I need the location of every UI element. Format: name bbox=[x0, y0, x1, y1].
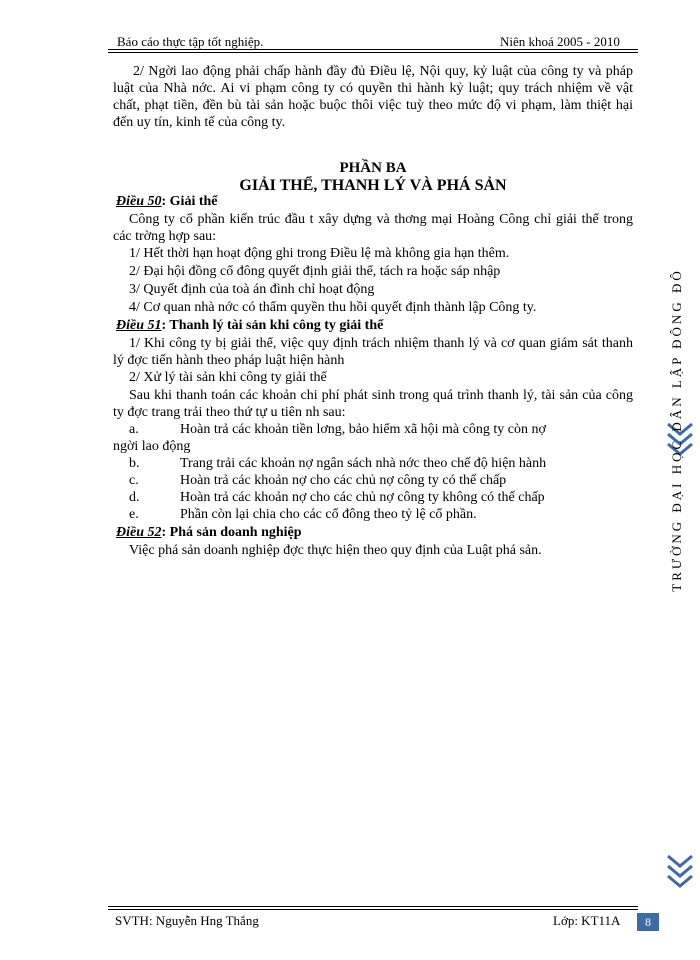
header-left: Báo cáo thực tập tốt nghiệp. bbox=[117, 34, 264, 49]
footer-student: SVTH: Nguyễn Hng Thắng bbox=[115, 913, 259, 928]
part-heading: PHẦN BA bbox=[339, 160, 407, 176]
footer-rule bbox=[108, 906, 638, 907]
list-item-a-cont: ngời lao động bbox=[113, 439, 191, 454]
intro-paragraph: 2/ Ngời lao động phải chấp hành đầy đủ Điều lệ, Nội quy, kỷ luật của công ty và pháp luật của Nhà nớc. Ai vi phạm công ty có quyền thi hành kỷ luật; quy trách nhiệm về vật chất, phạt tiền, đền bù tài sản hoặc buộc thôi việc tuỳ theo mức độ vi phạm, làm thiệt hại đến uy tín, kinh tế của công ty. bbox=[113, 64, 633, 130]
header-rule bbox=[108, 49, 638, 50]
article-50-item-4: 4/ Cơ quan nhà nớc có thẩm quyền thu hồi quyết định thành lập Công ty. bbox=[129, 300, 537, 315]
list-label-e: e. bbox=[129, 507, 139, 522]
article-51-number: Điều 51 bbox=[116, 318, 162, 333]
list-label-a: a. bbox=[129, 422, 139, 437]
article-50-title: : Giải thể bbox=[161, 194, 218, 209]
article-51-title: : Thanh lý tài sản khi công ty giải thể bbox=[161, 318, 384, 333]
sidebar-school-name: TRƯỜNG ĐẠI HỌC DÂN LẬP ĐÔNG ĐÔ bbox=[669, 268, 684, 592]
article-51-heading bbox=[116, 317, 383, 334]
list-item-a: Hoàn trả các khoản tiền lơng, bảo hiểm xã hội mà công ty còn nợ bbox=[180, 422, 546, 437]
article-50-heading bbox=[116, 193, 218, 210]
article-52-heading bbox=[116, 524, 302, 541]
list-label-d: d. bbox=[129, 490, 140, 505]
article-52-text: Việc phá sản doanh nghiệp đợc thực hiện theo quy định của Luật phá sản. bbox=[129, 543, 542, 558]
article-52-title: : Phá sản doanh nghiệp bbox=[161, 525, 302, 540]
article-50-item-3: 3/ Quyết định của toà án đình chỉ hoạt động bbox=[129, 282, 375, 297]
footer-rule-thin bbox=[108, 909, 638, 910]
article-50-intro: Công ty cổ phần kiến trúc đầu t xây dựng và thơng mại Hoàng Công chỉ giải thể trong các trờng hợp sau: bbox=[113, 212, 633, 244]
article-52-number: Điều 52 bbox=[116, 525, 162, 540]
article-51-p1: 1/ Khi công ty bị giải thể, việc quy định trách nhiệm thanh lý và cơ quan giám sát thanh lý đợc tiến hành theo pháp luật hiện hành bbox=[113, 336, 633, 368]
list-item-d: Hoàn trả các khoản nợ cho các chủ nợ công ty không có thế chấp bbox=[180, 490, 545, 505]
list-item-c: Hoàn trả các khoản nợ cho các chủ nợ công ty có thế chấp bbox=[180, 473, 507, 488]
header-right: Niên khoá 2005 - 2010 bbox=[500, 34, 620, 49]
list-item-b: Trang trải các khoản nợ ngân sách nhà nớc theo chế độ hiện hành bbox=[180, 456, 547, 471]
article-51-p2: 2/ Xử lý tài sản khi công ty giải thể bbox=[129, 370, 327, 385]
part-title: GIẢI THỂ, THANH LÝ VÀ PHÁ SẢN bbox=[239, 177, 507, 194]
list-label-c: c. bbox=[129, 473, 139, 488]
article-50-number: Điều 50 bbox=[116, 194, 162, 209]
page-number: 8 bbox=[637, 913, 659, 931]
list-item-e: Phần còn lại chia cho các cổ đông theo tỷ lệ cổ phần. bbox=[180, 507, 477, 522]
list-label-b: b. bbox=[129, 456, 140, 471]
footer-class: Lớp: KT11A bbox=[553, 913, 621, 928]
header-rule-thin bbox=[108, 52, 638, 53]
article-50-item-1: 1/ Hết thời hạn hoạt động ghi trong Điều lệ mà không gia hạn thêm. bbox=[129, 246, 510, 261]
article-50-item-2: 2/ Đại hội đồng cổ đông quyết định giải thể, tách ra hoặc sáp nhập bbox=[129, 264, 501, 279]
chevron-down-icon-bottom bbox=[665, 852, 695, 892]
article-51-p3: Sau khi thanh toán các khoản chi phí phát sinh trong quá trình thanh lý, tài sản của công ty đợc trang trải theo thứ tự u tiên nh sau: bbox=[113, 388, 633, 420]
